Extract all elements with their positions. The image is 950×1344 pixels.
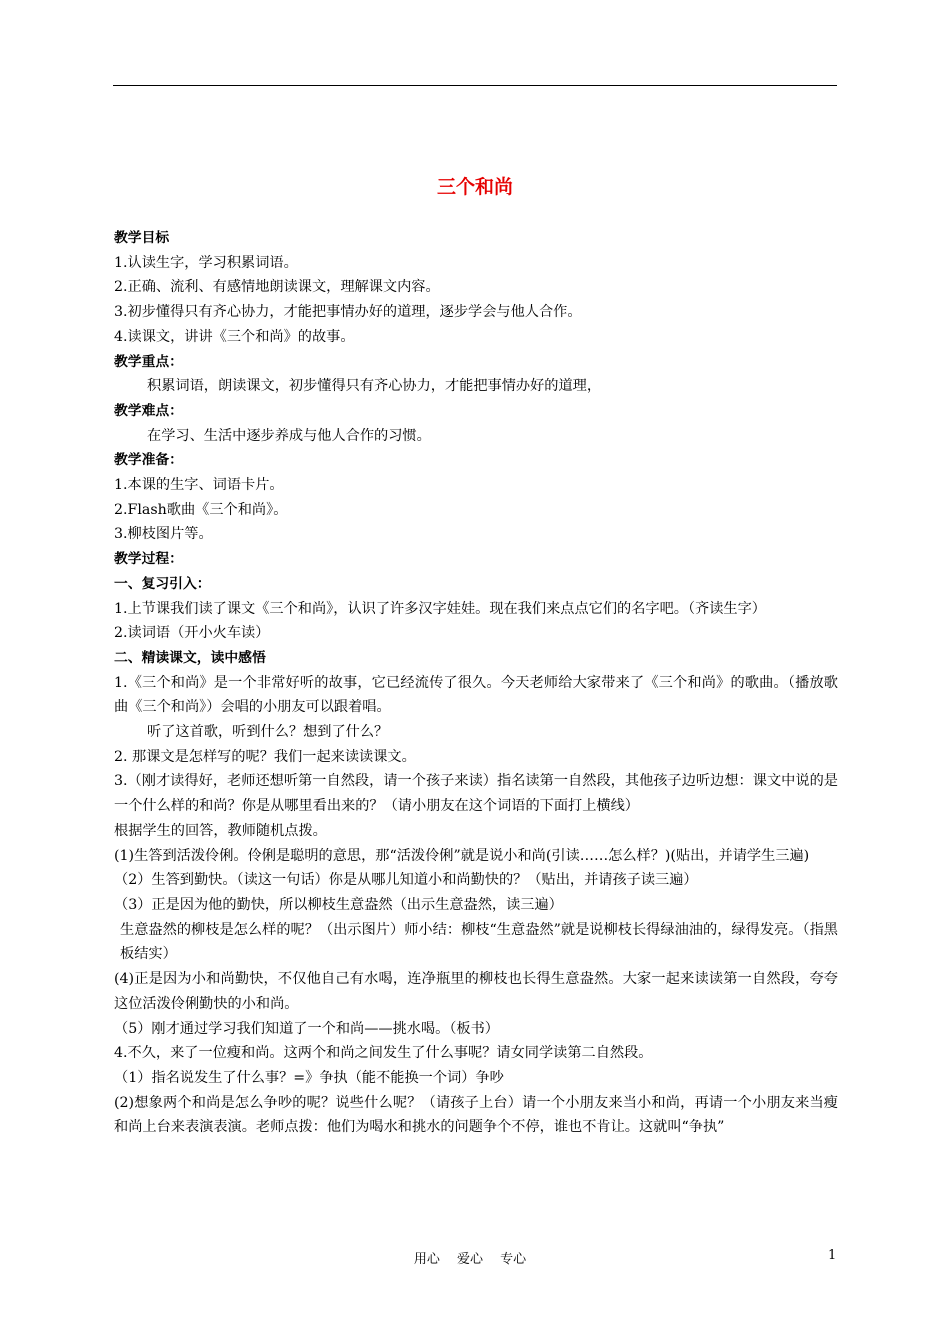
goal-item: 4.读课文，讲讲《三个和尚》的故事。 (114, 328, 355, 345)
document-body (114, 226, 838, 1140)
part2-paragraph: 根据学生的回答，教师随机点拨。 (114, 822, 327, 839)
goals-heading: 教学目标 (114, 230, 170, 246)
part2-subitem: （5）刚才通过学习我们知道了一个和尚——挑水喝。（板书） (114, 1020, 499, 1037)
part2-subitem: (1)生答到活泼伶俐。伶俐是聪明的意思，那“活泼伶俐”就是说小和尚(引读……怎么样？)(贴出，并请学生三遍) (114, 847, 810, 864)
part2-subitem: (4)正是因为小和尚勤快，不仅他自己有水喝，连净瓶里的柳枝也长得生意盎然。大家一起来读读第一自然段，夸夸这位活泼伶俐勤快的小和尚。 (114, 971, 838, 1012)
part2-subitem: （1）指名说发生了什么事？=》争执（能不能换一个词）争吵 (114, 1069, 504, 1086)
goal-item: 2.正确、流利、有感情地朗读课文，理解课文内容。 (114, 279, 440, 296)
prep-item: 2.Flash歌曲《三个和尚》。 (114, 501, 288, 518)
goal-item: 1.认读生字，学习积累词语。 (114, 254, 298, 271)
header-rule (113, 85, 837, 86)
part2-paragraph: 1.《三个和尚》是一个非常好听的故事，它已经流传了很久。今天老师给大家带来了《三个和尚》的歌曲。（播放歌曲《三个和尚》）会唱的小朋友可以跟着唱。 (114, 674, 838, 716)
prep-item: 3.柳枝图片等。 (114, 526, 213, 543)
part1-paragraph: 2.读词语（开小火车读） (114, 625, 270, 642)
difficulty-text: 在学习、生活中逐步养成与他人合作的习惯。 (147, 427, 431, 444)
part2-subitem: （2）生答到勤快。（读这一句话）你是从哪儿知道小和尚勤快的？（贴出，并请孩子读三遍） (114, 872, 698, 889)
part2-subitem: 生意盎然的柳枝是怎么样的呢？（出示图片）师小结：柳枝“生意盎然”就是说柳枝长得绿油油的，绿得发亮。（指黑板结实） (120, 921, 838, 963)
difficulty-heading: 教学难点： (114, 402, 183, 419)
part1-paragraph: 1.上节课我们读了课文《三个和尚》，认识了许多汉字娃娃。现在我们来点点它们的名字吧。（齐读生字） (114, 600, 766, 617)
process-heading: 教学过程： (114, 551, 183, 568)
part2-subitem: （3）正是因为他的勤快，所以柳枝生意盎然（出示生意盎然，读三遍） (114, 896, 563, 913)
prep-heading: 教学准备： (114, 452, 183, 469)
key-text: 积累词语，朗读课文，初步懂得只有齐心协力，才能把事情办好的道理， (147, 378, 602, 395)
key-heading: 教学重点： (114, 353, 183, 370)
part2-subitem: (2)想象两个和尚是怎么争吵的呢？说些什么呢？（请孩子上台）请一个小朋友来当小和尚，再请一个小朋友来当瘦和尚上台来表演表演。老师点拨：他们为喝水和挑水的问题争个不停，谁也不肯让。这就叫“争执” (114, 1094, 838, 1136)
page-number: 1 (828, 1248, 837, 1263)
part2-paragraph: 2. 那课文是怎样写的呢？我们一起来读读课文。 (114, 748, 416, 765)
footer-motto: 用心 爱心 专心 (413, 1252, 527, 1267)
part2-paragraph: 听了这首歌，听到什么？想到了什么？ (147, 724, 389, 741)
goal-item: 3.初步懂得只有齐心协力，才能把事情办好的道理，逐步学会与他人合作。 (114, 304, 582, 321)
part2-heading: 二、精读课文，读中感悟 (114, 649, 266, 666)
part2-paragraph: 3.（刚才读得好，老师还想听第一自然段，请一个孩子来读）指名读第一自然段，其他孩子边听边想：课文中说的是一个什么样的和尚？你是从哪里看出来的？（请小朋友在这个词语的下面打上横线） (114, 773, 838, 815)
part1-heading: 一、复习引入： (114, 575, 211, 592)
prep-item: 1.本课的生字、词语卡片。 (114, 477, 284, 494)
document-title: 三个和尚 (436, 176, 513, 198)
part2-paragraph: 4.不久，来了一位瘦和尚。这两个和尚之间发生了什么事呢？请女同学读第二自然段。 (114, 1045, 653, 1062)
